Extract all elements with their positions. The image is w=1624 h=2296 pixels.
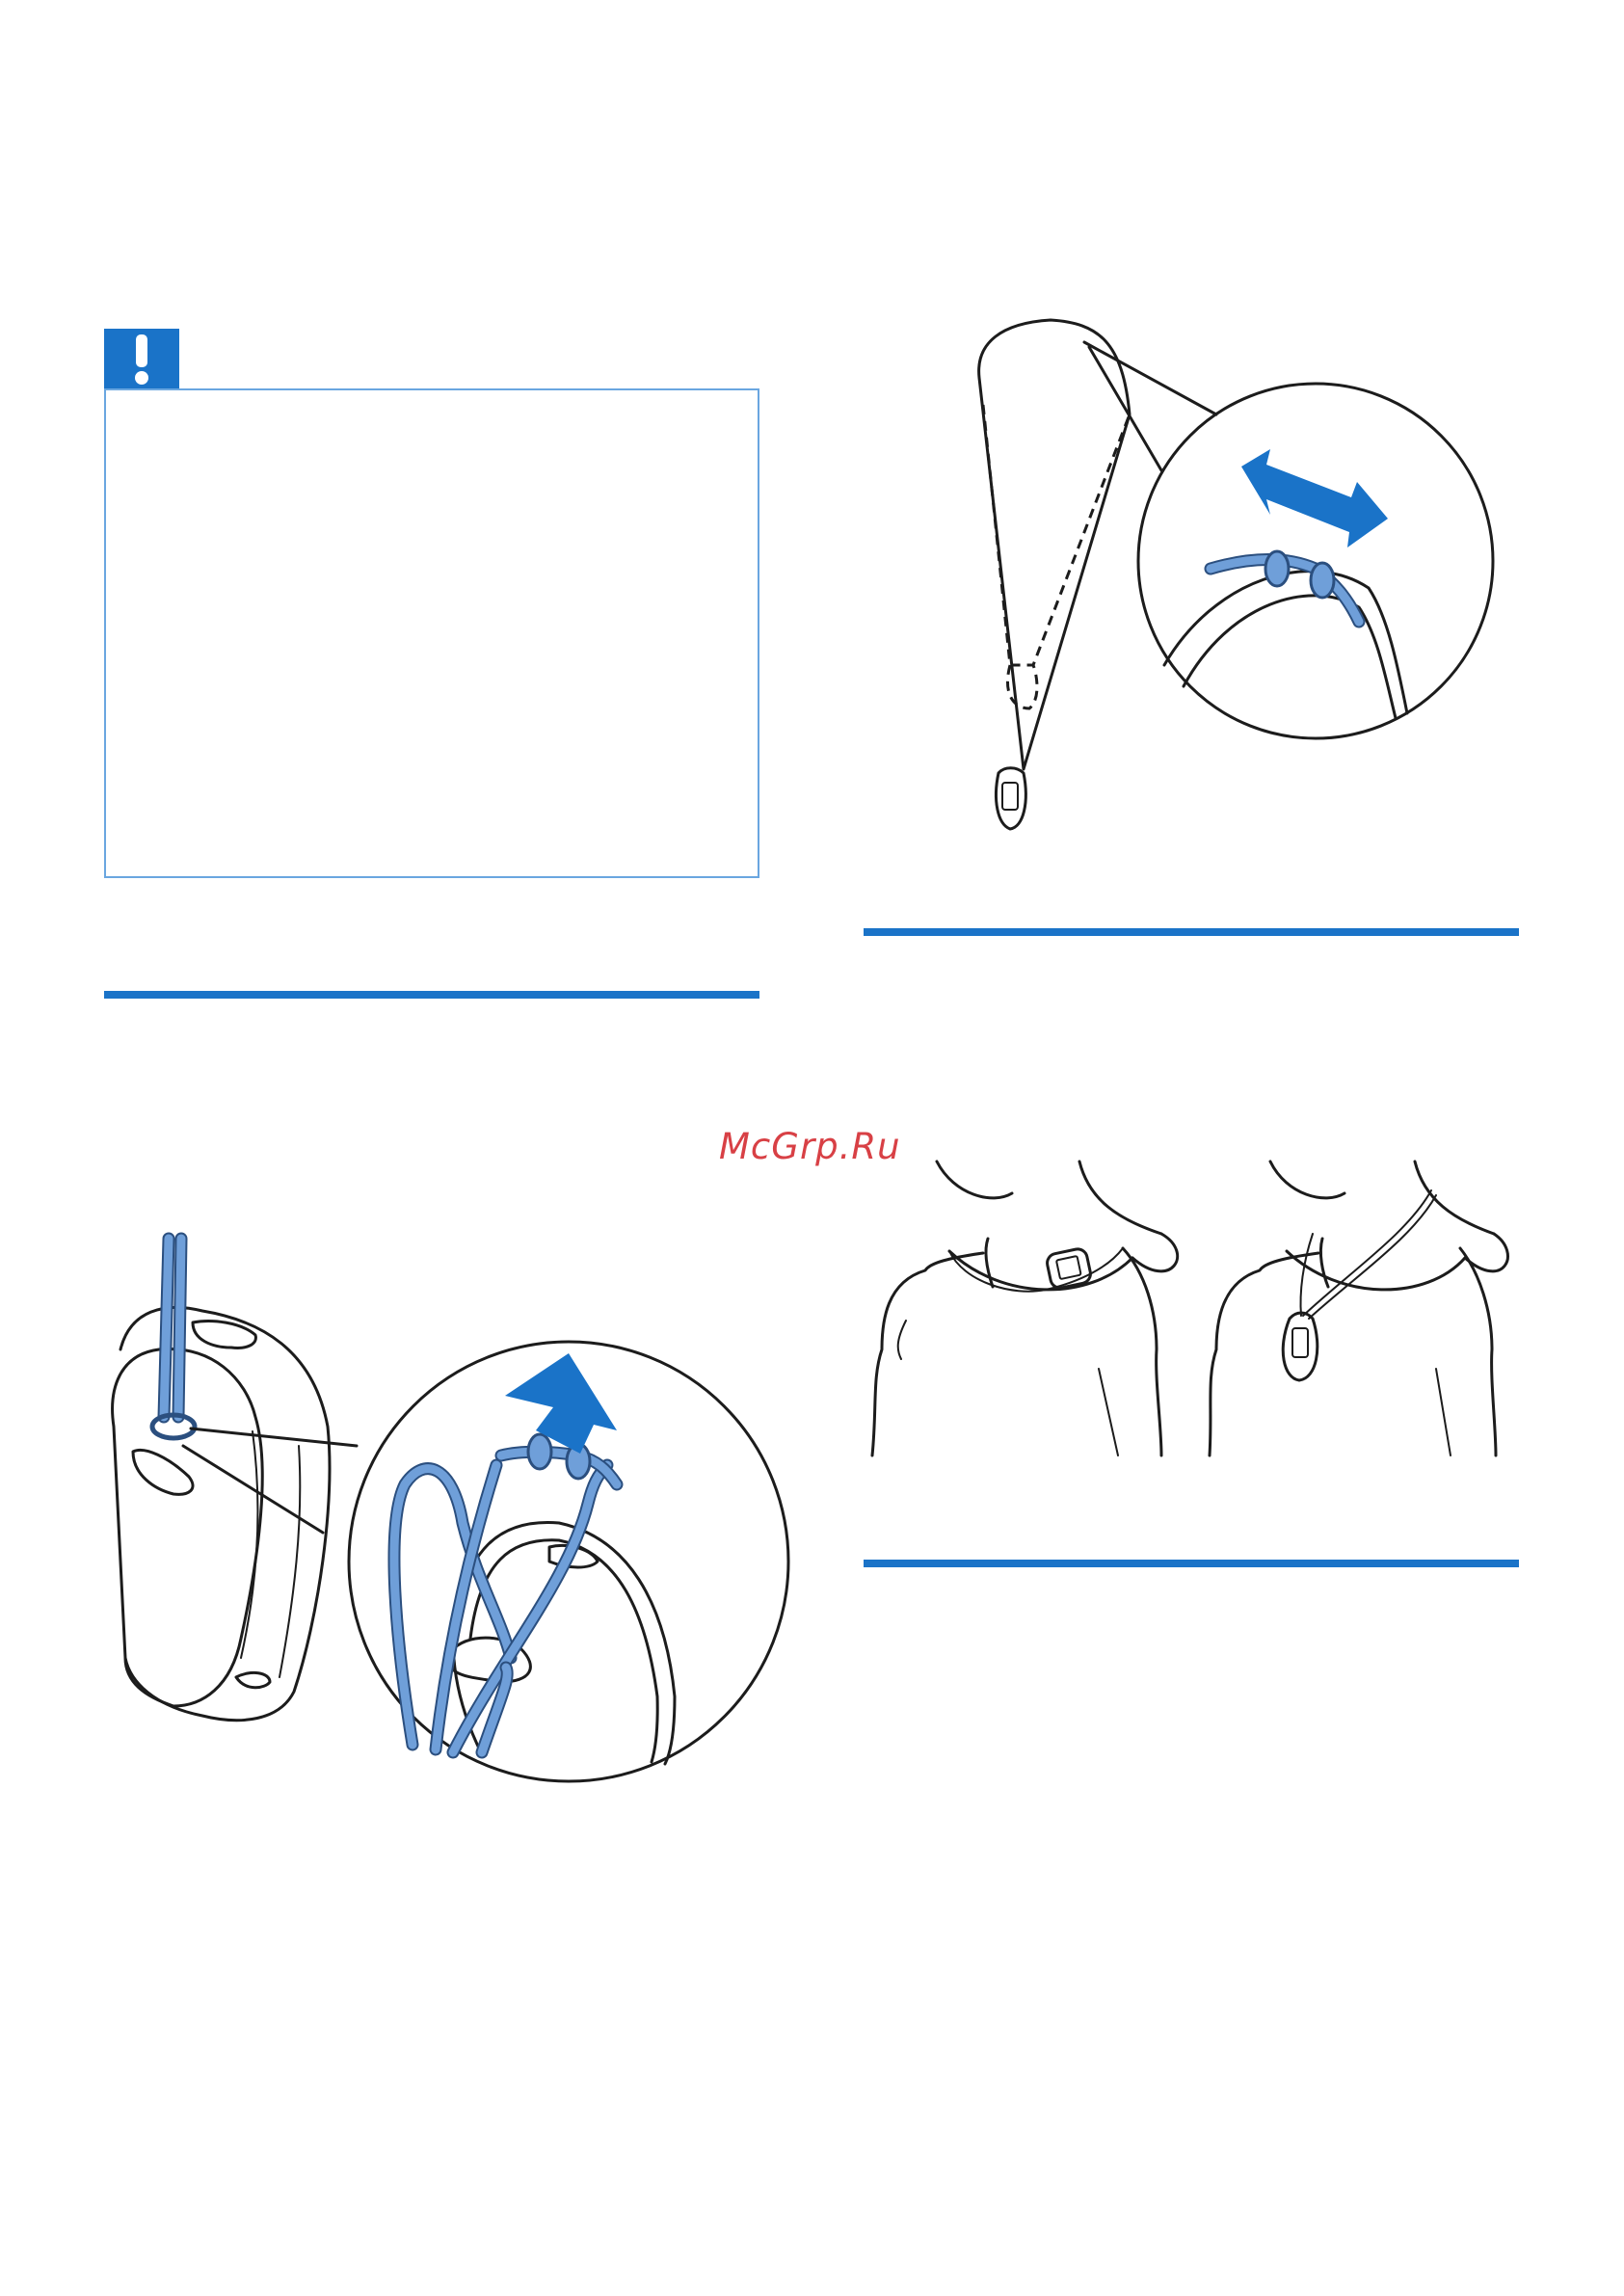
up-arrow-icon: [505, 1353, 617, 1454]
lanyard-cord: [394, 1434, 617, 1752]
player-body: [113, 1307, 330, 1720]
watermark: McGrp.Ru: [719, 1126, 901, 1167]
